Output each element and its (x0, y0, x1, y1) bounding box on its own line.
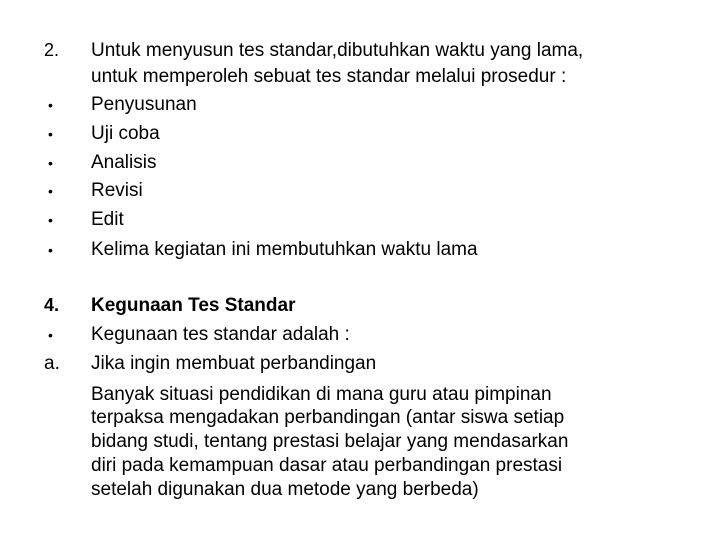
kegunaan-intro: Kegunaan tes standar adalah : (91, 324, 350, 345)
step-revisi: Revisi (91, 180, 143, 201)
step-uji-coba: Uji coba (91, 123, 160, 144)
bullet-1: • (48, 97, 53, 113)
step-analisis: Analisis (91, 152, 157, 173)
paragraph-line-2: terpaksa mengadakan perbandingan (antar siswa setiap (91, 407, 565, 428)
step-edit: Edit (91, 209, 124, 230)
step-penyusunan: Penyusunan (91, 94, 197, 115)
intro-line-2: untuk memperoleh sebuat tes standar melalui prosedur : (91, 66, 567, 87)
paragraph-line-4: diri pada kemampuan dasar atau perbandingan prestasi (91, 455, 563, 476)
bullet-5: • (48, 212, 53, 228)
bullet-3: • (48, 155, 53, 171)
step-summary: Kelima kegiatan ini membutuhkan waktu lama (91, 239, 478, 260)
section-heading: Kegunaan Tes Standar (91, 295, 296, 316)
bullet-4: • (48, 183, 53, 199)
bullet-6: • (48, 242, 53, 258)
sub-item-text-a: Jika ingin membuat perbandingan (91, 353, 377, 374)
paragraph-line-1: Banyak situasi pendidikan di mana guru atau pimpinan (91, 384, 552, 405)
item-number-4: 4. (44, 295, 60, 315)
paragraph-line-3: bidang studi, tentang prestasi belajar yang mendasarkan (91, 431, 569, 452)
item-number-2: 2. (44, 40, 60, 60)
intro-line-1: Untuk menyusun tes standar,dibutuhkan waktu yang lama, (91, 40, 584, 61)
sub-item-marker-a: a. (44, 353, 60, 374)
paragraph-line-5: setelah digunakan dua metode yang berbeda) (91, 479, 479, 500)
bullet-2: • (48, 126, 53, 142)
bullet-7: • (48, 327, 53, 343)
